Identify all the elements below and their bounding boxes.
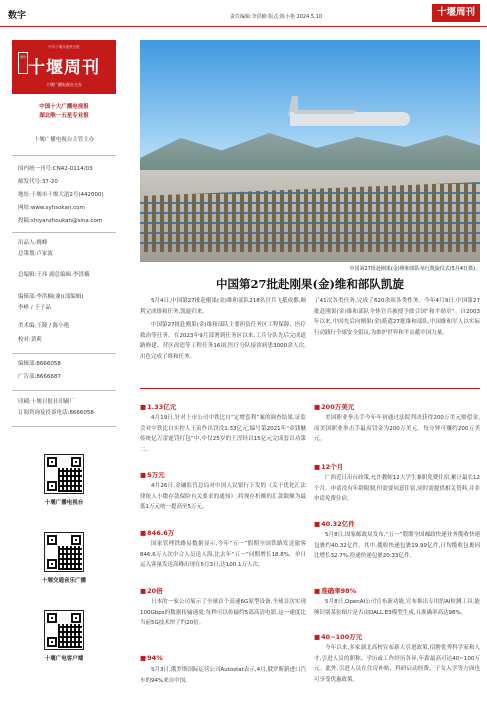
website-link[interactable]: 网址:www.syhsokan.com xyxy=(18,205,85,211)
news-item-body: 今年以来,多家湖北高校宣布新人引进政策,招聘优秀科学家和人才,引进人员的职称、学历或工作经历各异,年薪最高可达40~100万元。此外,引进人员在住房补贴、科研启动经费、子女入学等方面也可享受优惠政策。 xyxy=(314,645,480,683)
section-name: 数字 xyxy=(8,11,27,21)
qr-label: 十堰广电客户端 xyxy=(44,656,84,662)
email-link[interactable]: 投稿:shiyanzhoukan@sina.com xyxy=(18,218,103,224)
staff-line: 校对:黄莉 xyxy=(18,337,42,343)
news-item-title: ■ 40.32亿件 xyxy=(314,519,355,528)
news-item-title: ■ 20倍 xyxy=(140,586,163,595)
masthead-badge: 十堰周刊 xyxy=(432,4,480,22)
host-line: 十堰广播电视台主管主办 xyxy=(33,137,95,143)
news-item-title: ■ 5万元 xyxy=(140,470,165,479)
staff-line: 编辑部:李洪楠(兼)(部编辑) xyxy=(18,294,84,300)
feature-headline: 中国第27批赴刚果(金)维和部队凯旋 xyxy=(216,277,404,291)
section-divider xyxy=(140,388,480,389)
print-line: 印刷:十堰日报社印刷厂 xyxy=(18,399,75,405)
divider xyxy=(12,155,116,156)
newspaper-logo xyxy=(12,40,116,94)
news-item-body: 国家管理铁路局数据显示,今年“五一”假期全国铁路发送旅客846.6万人次中合人员送人海,比去年“五一”同期增长18.8%。单日运入客量发送高峰出现在5月3日,达100.1万人次。 xyxy=(140,541,306,568)
news-item-body: 4月26日,金融监管总局对中国人民银行下发的《关于优化汇法律依人小微存款保险有关要求的通知》,将现存折额的汇款限额为最低1万元统一提高至5万元。 xyxy=(140,483,306,510)
news-item-body: 5月3日,俄罗斯国际运营公司Autostat表示,4月,俄罗斯新进口汽车的94%来自中国。 xyxy=(140,667,306,684)
qr-code-icon[interactable] xyxy=(44,532,84,572)
phone-line: 编辑部:8666058 xyxy=(18,361,61,367)
staff-line: 出品人:姚峰 xyxy=(18,240,48,246)
news-item-title: ■ 准确率98% xyxy=(314,586,356,595)
feature-paragraph: 中国第27批赴刚果(金)维和部队主要担负任务区工程保障、医疗救治等任务。在2023年9月部署到任务区以来,工兵分队先后完成道路修建、营区改造等工程任务16项,医疗分队接诊病患3000余人次,出色完成了维和任务。 xyxy=(140,322,306,360)
print-line: 订阅咨询及投诉电话:8666058 xyxy=(18,410,94,416)
feature-paragraph: 5月4日,中国第27批赴刚果(金)维和部队218名官兵飞抵成都,顺利完成维和任务,凯旋归来。 xyxy=(140,298,306,315)
feature-paragraph: 了41次各类任务,完成了620余项各类性务。今年4月9日,中国第27批赴刚果(金)维和部队全体官兵被授予联合国“和平勋章”。自2003年以来,中国先后向刚果(金)派遣27批维和部队,中国维和军人以实际行动践行全球安全倡议,为维护世界和平贡献中国力量。 xyxy=(314,298,480,336)
staff-line: 总策划:卢家波 xyxy=(18,251,53,257)
divider xyxy=(12,390,116,391)
feature-photo xyxy=(140,40,480,262)
page-header xyxy=(0,0,487,27)
editor-credits: 责任编辑:李洪楠 版式:陈小艳 2024.5.10 xyxy=(230,14,322,20)
news-item-body: 4月19日,针对上市公司中铁比自“定增套利”案的调查结果,证监会对中铁比自实控人王寅作出罚没1.33亿元,编号第2021年“金钱魅传统亿万雷霆罚打包”中,中仅25岁的王淳经以15亿元完成套以功第二。 xyxy=(140,415,306,453)
qr-label: 十堰交通音乐广播 xyxy=(41,578,86,584)
qr-code-icon[interactable] xyxy=(44,454,84,494)
news-item-body: 美国职业拳击手今年年初通过法院判决获得200万美元赔偿金,而美国职业拳击手最高罚金为200万美元。每分钟可赚约200万美元。 xyxy=(314,415,480,442)
news-item-body: 日本的一家公司展示了全球首个高速6G原型设备,全球首次实现100Gbps的数据传输速度,每秒可以传输约5部高清电影,这一速度比当前5G技术快了约20倍。 xyxy=(140,599,306,626)
photo-caption: 中国第27批赴刚果(金)维和部队举行凯旋仪式(5月4日摄)。 xyxy=(349,266,480,272)
news-item-title: ■ 94% xyxy=(140,654,163,662)
info-line: 国内统一刊号:CN42-0114/03 xyxy=(18,166,93,172)
news-item-title: ■ 12个月 xyxy=(314,462,343,471)
news-item-title: ■ 1.33亿元 xyxy=(140,402,176,411)
logo-title: 十堰周刊 xyxy=(28,58,100,78)
divider xyxy=(12,353,116,354)
news-item-title: ■ 200万美元 xyxy=(314,402,354,411)
divider xyxy=(12,426,116,427)
slogan-line: 湖北唯一五星专业报 xyxy=(39,113,89,119)
divider xyxy=(12,232,116,233)
logo-subtitle: 十堰广播电视台主办 xyxy=(46,82,82,87)
info-line: 地址:十堰市十堰大道2号(442000) xyxy=(18,192,104,198)
qr-label: 十堰广播电视台 xyxy=(44,500,84,506)
news-item-body: 5月8日,国家邮政局发布,“五一”假期全国邮政快递业务揽收快递包裹约40.32亿件。其中,揽收快递包裹19.99亿件,日均揽收包裹同比增长32.7%,投递快递包裹20.33亿件。 xyxy=(314,532,480,559)
logo-small-text: 中共十堰市委机关报 xyxy=(48,45,80,49)
news-item-body: 5月8日,OpenAI公司宣布新功能,宣布推出专用的AI检测工具,能够识别某张图片是否由DALL·E3模型生成,且准确率高达98%。 xyxy=(314,599,480,616)
news-item-title: ■ 846.6万 xyxy=(140,528,174,537)
phone-line: 广告部:8666687 xyxy=(18,374,61,380)
staff-line: 李峥 / 于子晶 xyxy=(18,305,51,311)
sidebar xyxy=(8,40,120,700)
news-item-body: 广西近日出台政策,允许教师12大学生兼职免费住宿,累计最长12个月。申请没有年龄限制,但需要同意住宿,同时需提供相关资料,并非申请免费住宿。 xyxy=(314,475,480,502)
staff-line: 总编辑:王玮 副总编辑:李洪楠 xyxy=(18,272,90,278)
staff-line: 美术编:王隆 / 陈小艳 xyxy=(18,323,70,329)
info-line: 邮发代号:37-20 xyxy=(18,179,58,185)
qr-code-icon[interactable] xyxy=(44,610,84,650)
news-item-title: ■ 40~100万元 xyxy=(314,632,362,641)
seal-icon: 周刊 xyxy=(18,52,28,74)
slogan-line: 中国十大广播电视报 xyxy=(39,104,89,110)
